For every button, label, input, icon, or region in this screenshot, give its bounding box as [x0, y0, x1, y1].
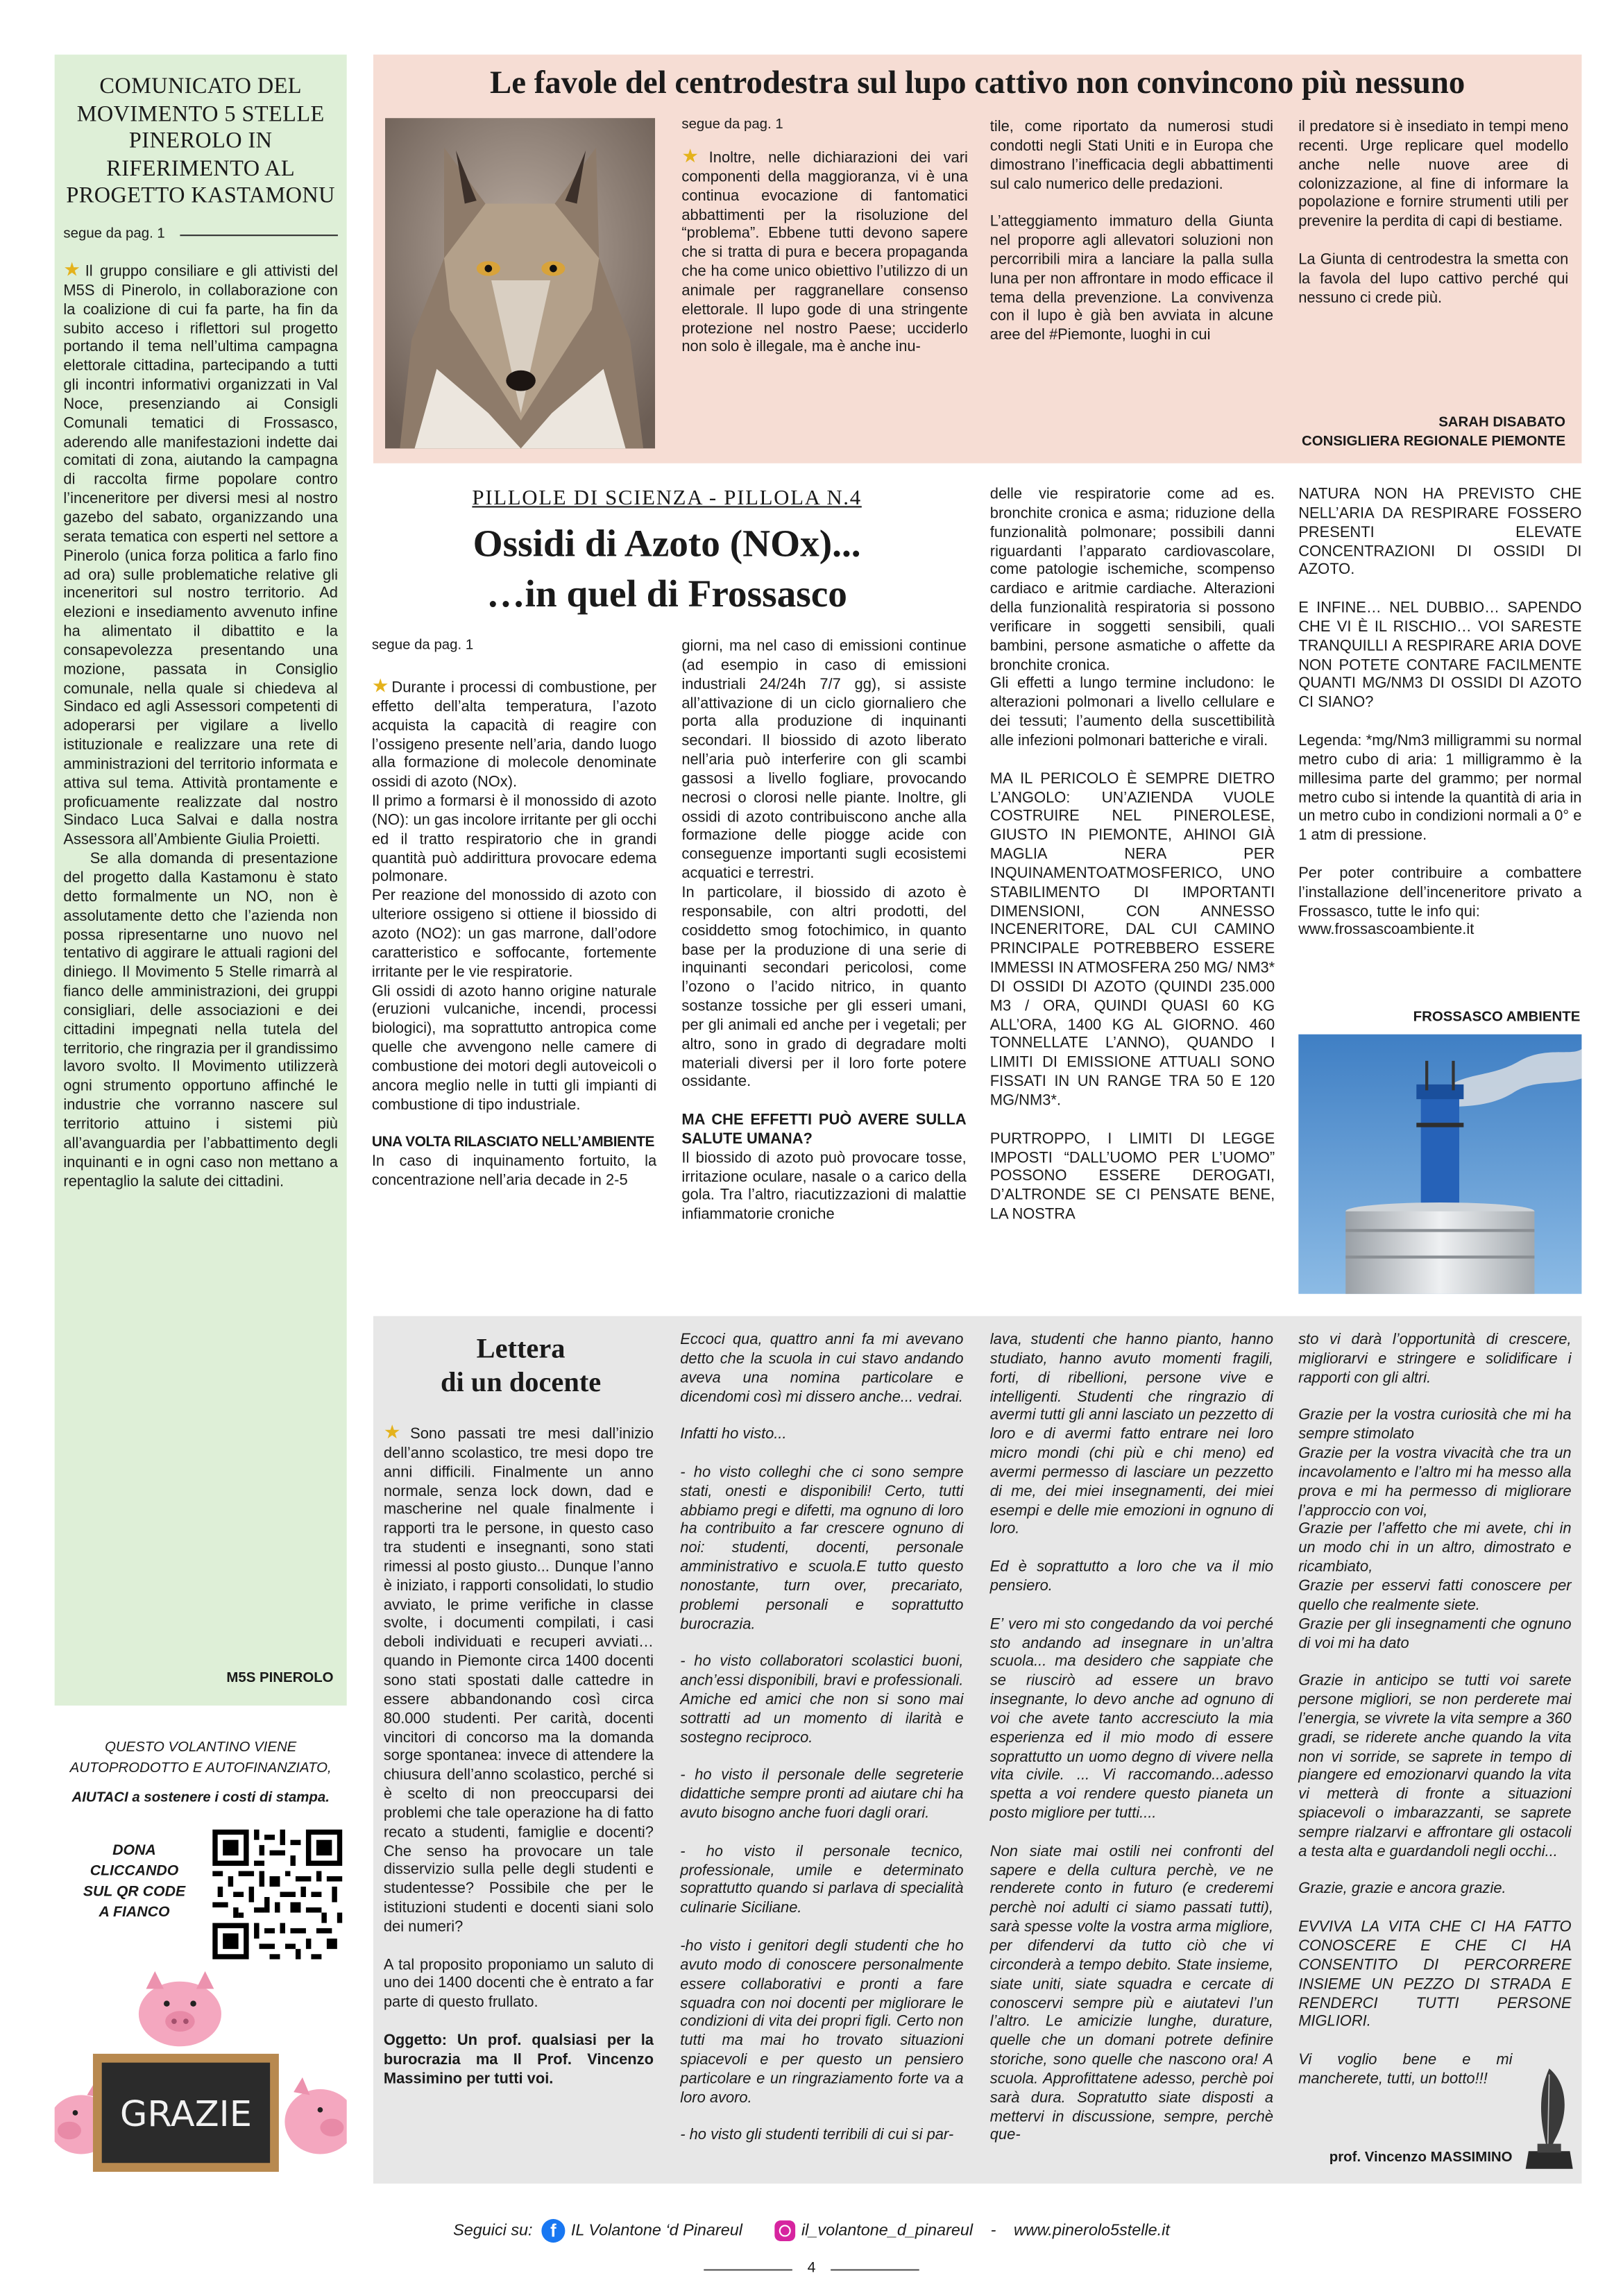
science-paragraph: Gli effetti a lungo termine includono: le alterazioni polmonari a livello cellulare e dei tessuti; l’aumento della suscettibilità alle infezioni polmonari batteriche e virali.	[989, 676, 1275, 750]
wolf-author: SARAH DISABATO	[1438, 414, 1566, 431]
sidebar-title: COMUNICATO DEL MOVIMENTO 5 STELLE PINEROLO IN RIFERIMENTO AL PROGETTO KASTAMONU	[66, 74, 335, 208]
wolf-col-2	[990, 119, 1273, 347]
science-paragraph: Per poter contribuire a combattere l’installazione dell’inceneritore privato a Frossasco, tutte le info qui:	[1298, 865, 1582, 920]
continued-label: segue da pag. 1	[63, 226, 165, 242]
science-col-2	[681, 639, 966, 1227]
wolf-paragraph: La Giunta di centrodestra la smetta con la favola del lupo cattivo perché qui nessuno ci crede più.	[1298, 252, 1569, 307]
letter-paragraph: Grazie, grazie e ancora grazie.	[1298, 1882, 1506, 1898]
chalkboard-text: GRAZIE	[119, 2094, 252, 2136]
piggy-bank-grazie-illustration	[55, 1962, 347, 2176]
promo-line: QUESTO VOLANTINO VIENE AUTOPRODOTTO E AUTOFINANZIATO,	[69, 1739, 332, 1777]
science-paragraph: Per reazione del monossido di azoto con ulteriore ossigeno si ottiene il biossido di azoto (NO2): un gas marrone, dall’odore caratteristico e soffocante, fortemente irritante per le vie respiratorie.	[371, 888, 657, 981]
letter-paragraph: Grazie per la vostra curiosità che mi ha sempre stimolato	[1298, 1408, 1572, 1444]
wolf-paragraph: Inoltre, nelle dichiarazioni dei vari componenti della maggioranza, vi è una continua evocazione di fantomatici abbattimenti per la risoluzione del “problema”. Ebbene tutti devono sapere che si tratta di pura e becera propaganda che ha come unico obiettivo l’utilizzo di un animale per raggranellare consenso elettorale. Il lupo gode di una stringente protezione nel nostro Paese; ucciderlo non solo è illegale, ma è anche inu-	[681, 150, 968, 357]
quill-inkwell-icon	[1517, 2063, 1582, 2175]
sidebar-body	[63, 258, 338, 1192]
science-col-4	[1298, 487, 1581, 942]
wolf-paragraph: tile, come riportato da numerosi studi condotti negli Stati Uniti e in Europa che dimostrano l’inefficacia degli abbattimenti sul calo numerico delle predazioni.	[989, 119, 1274, 193]
letter-paragraph: Sono passati tre mesi dall’inizio dell’anno scolastico, tre mesi dopo tre anni difficili. Finalmente un anno normale, senza lock down, dad e mascherine nel quale finalmente i rapporti tra le persone, in questo caso tra studenti e insegnanti, sono stati rimessi al posto giusto... Dunque l’anno è iniziato, i rapporti consolidati, lo studio avviato, le prime verifiche in classe svolte, i documenti compilati, i casi deboli individuati e recuperi avviati… quando in Piemonte circa 1400 docenti sono stati spostati dalle cattedre in essere abbandonando così circa 80.000 studenti. Per carità, docenti vincitori di concorso ma la domanda sorge spontanea: invece di attendere la chiusura dell’anno scolastico, perché si è scelto di non preoccuparsi dei problemi che tale operazione ha di fatto recato a studenti, famiglie e docenti? Che senso ha provocare un tale disservizio sulla pelle degli studenti e studentesse? Possibile che per le istituzioni studenti e docenti siani solo dei numeri?	[383, 1427, 654, 1936]
instagram-link[interactable]: il_volantone_d_pinareul	[801, 2222, 974, 2240]
science-paragraph: Il biossido di azoto può provocare tosse, irritazione oculare, nasale o a carico della gola. Tra l’altro, riacutizzazioni di malattie infiammatorie croniche	[681, 1150, 967, 1224]
wolf-author-role: CONSIGLIERA REGIONALE PIEMONTE	[1301, 434, 1566, 450]
page-number-row	[0, 2259, 1623, 2279]
letter-paragraph: sto vi darà l’opportunità di crescere, migliorarvi e stringere e solidificare i rapporti con gli altri.	[1298, 1332, 1572, 1387]
wolf-col-1	[681, 144, 968, 359]
wolf-article-title: Le favole del centrodestra sul lupo cattivo non convincono più nessuno	[490, 63, 1465, 101]
page-number: 4	[807, 2260, 816, 2277]
wolf-continued: segue da pag. 1	[681, 116, 783, 133]
science-paragraph: Durante i processi di combustione, per effetto dell’alta temperatura, l’azoto acquista la capacità di reagire con l’ossigeno presente nell’aria, dando luogo alla formazione di molecole denominate ossidi di azoto (NOx).	[371, 680, 657, 792]
letter-signature: prof. Vincenzo MASSIMINO	[1329, 2150, 1513, 2166]
wolf-col-3	[1298, 119, 1568, 309]
instagram-icon[interactable]	[775, 2220, 796, 2241]
letter-paragraph: Vi voglio bene e mi mancherete, tutti, un botto!!!	[1298, 2052, 1513, 2088]
letter-paragraph: Eccoci qua, quattro anni fa mi avevano detto che la scuola in cui stavo andando aveva una nomina particolare e dicendomi così mi dissero anche... vedrai.	[680, 1332, 964, 1406]
science-paragraph: In caso di inquinamento fortuito, la concentrazione nell’aria decade in 2-5	[371, 1154, 657, 1189]
qr-code[interactable]	[212, 1830, 342, 1959]
letter-paragraph: - ho visto collaboratori scolastici buoni, anch’essi disponibili, bravi e professionali. Amiche ed amici che non si sono mai sottratti ad un momento di ilarità e sostegno reciproco.	[680, 1654, 964, 1747]
science-col-1	[371, 674, 657, 1192]
frossasco-link[interactable]: www.frossascoambiente.it	[1298, 922, 1475, 939]
website-link[interactable]: www.pinerolo5stelle.it	[1013, 2222, 1170, 2240]
letter-paragraph: Infatti ho visto...	[680, 1427, 787, 1444]
science-paragraph: Il primo a formarsi è il monossido di azoto (NO): un gas incolore irritante per gli occhi ed il tratto respiratorio che in grandi quantità può addirittura provocare edema polmonare.	[371, 794, 657, 886]
facebook-link[interactable]: IL Volantone ‘d Pinareul	[570, 2222, 742, 2240]
letter-paragraph: Grazie per esservi fatti conoscere per quello che realmente siete.	[1298, 1579, 1572, 1614]
promo-support: AIUTACI a sostenere i costi di stampa.	[71, 1789, 330, 1806]
science-paragraph: giorni, ma nel caso di emissioni continue (ad esempio in caso di emissioni industriali 24/24h 7/7 gg), si assiste all’attivazione di un ciclo giornaliero che porta alla produzione di inquinanti secondari. Il biossido di azoto liberato nell’aria può interferire con gli scambi gassosi a livello fogliare, provocando necrosi o clorosi nelle piante. Inoltre, gli ossidi di azoto contribuiscono anche alla formazione delle piogge acide con conseguenze importanti sugli ecosistemi acquatici e terrestri.	[681, 638, 967, 883]
footer-bar	[0, 2219, 1623, 2243]
sidebar-signature: M5S PINEROLO	[226, 1670, 334, 1687]
divider	[831, 2268, 919, 2270]
letter-paragraph: lava, studenti che hanno pianto, hanno studiato, hanno avuto momenti fragili, forti, di ribellioni, persone vive e intelligenti. Studenti che ringrazio di avermi tutti gli anni lasciato un pezzetto di loro e di avermi fatto entrare nei loro micro mondi (chi più e chi meno) ed avermi permesso di lasciare un pezzetto di me, dei miei insegnamenti, dei miei esempi e delle mie emozioni in ognuno di loro.	[989, 1332, 1274, 1538]
science-paragraph: Legenda: *mg/Nm3 milligrammi su normal metro cubo di aria: 1 milligrammo è la millesima parte del grammo; per normal metro cubo si intende la quantità di aria in un metro cubo in condizioni normali a 0° e 1 atm di pressione.	[1298, 733, 1582, 844]
follow-label: Seguici su:	[453, 2222, 533, 2240]
letter-paragraph: Non siate mai ostili nei confronti del sapere e della cultura perchè, ve ne renderete conto in futuro (e crederemi perchè noi adulti ci siamo passati tutti), sarà spesse volte la vostra arma migliore, per difendervi da tutto ciò che vi circonderà a tempo debito. State insieme, siate uniti, siate squadra e cercate di conoscervi sempre più e aiutatevi l’un l’altro. Le amicizie lunghe, durature, quelle che un domani potrete definire storiche, sono quelle che nascono ora! A scuola. Approfittatene adesso, perchè poi sarà dura. Sopratutto siate disposti a mettervi in discussione, sempre, perchè que-	[989, 1844, 1274, 2145]
chimney-photo	[1298, 1035, 1581, 1294]
letter-col-3	[990, 1332, 1273, 2147]
letter-paragraph: Grazie per gli insegnamenti che ognuno di voi mi ha dato	[1298, 1616, 1572, 1652]
instagram-lens	[779, 2225, 791, 2237]
facebook-icon[interactable]: f	[541, 2219, 565, 2243]
letter-paragraph: E’ vero mi sto congedando da voi perché sto andando ad insegnare in un’altra scuola... ma desidero che sappiate che se riuscirò ad essere un bravo insegnante, lo devo anche ad ognuno di voi che avete tanto accresciuto la mia esperienza ed il mio modo di essere soprattutto un uomo degno di vivere nella vita civile. ... Vi raccomando...adesso spetta a voi rendere questo pianeta un posto migliore per tutti....	[989, 1616, 1274, 1823]
star-icon: ★	[681, 144, 708, 167]
letter-col-1	[383, 1420, 654, 2090]
star-icon: ★	[383, 1420, 409, 1443]
letter-paragraph: - ho visto gli studenti terribili di cui si par-	[680, 2128, 954, 2145]
letter-col-4	[1298, 1332, 1571, 2090]
science-signature: FROSSASCO AMBIENTE	[1413, 1009, 1581, 1026]
science-paragraph: PURTROPPO, I LIMITI DI LEGGE IMPOSTI “DALL’UOMO PER L’UOMO” POSSONO ESSERE DEROGATI, D’ALTRONDE SE CI PENSATE BENE, LA NOSTRA	[989, 1131, 1275, 1223]
science-paragraph: In particolare, il biossido di azoto è responsabile, con altri prodotti, del cosiddetto smog fotochimico, in quanto base per la produzione di una serie di inquinanti secondari pericolosi, come l’ozono o l’acido nitrico, in quanto sostanze tossiche per gli esseri umani, per gli animali ed anche per i vegetali; per altro, sono in grado di degradare molti materiali diversi per il loro forte potere ossidante.	[681, 885, 967, 1091]
science-paragraph: NATURA NON HA PREVISTO CHE NELL’ARIA DA RESPIRARE FOSSERO PRESENTI ELEVATE CONCENTRAZIONI DI OSSIDI DI AZOTO.	[1298, 486, 1582, 579]
letter-paragraph: Grazie per l’affetto che mi avete, chi in un modo chi in un altro, dimostrato e ricambiato,	[1298, 1522, 1572, 1576]
letter-paragraph: EVVIVA LA VITA CHE CI HA FATTO CONOSCERE E CHE CI HA CONSENTITO DI PERCORRERE INSIEME UN PEZZO DI STRADA E RENDERCI TUTTI PERSONE MIGLIORI.	[1298, 1919, 1572, 2031]
science-title-2: …in quel di Frossasco	[486, 572, 847, 615]
science-col-3	[990, 487, 1275, 1226]
letter-paragraph: Grazie in anticipo se tutti voi sarete persone migliori, se non perderete mai l’energia, se vivrete la vita sempre a 360 gradi, se riderete anche quando la vita non vi sorride, se saprete in tempo di piangere ed emozionarvi quando la vita vi metterà di fronte a situazioni spiacevoli o imbarazzanti, se saprete sempre rialzarvi e affrontare gli ostacoli a testa alta e guardandoli negli occhi...	[1298, 1673, 1572, 1860]
letter-paragraph: -ho visto i genitori degli studenti che ho avuto modo di conoscere personalmente essere collaborativi e pronti a fare squadra con noi docenti per migliorare le condizioni di vita dei propri figli. Certo non tutti ma mai ho trovato situazioni spiacevoli e per questo un pensiero particolare e un ringraziamento forte va a loro avoro.	[680, 1939, 964, 2107]
star-icon: ★	[63, 258, 84, 281]
divider	[180, 234, 338, 235]
letter-paragraph: Ed è soprattutto a loro che va il mio pensiero.	[989, 1559, 1274, 1595]
science-title-1: Ossidi di Azoto (NOx)...	[473, 522, 861, 566]
science-subheading: MA CHE EFFETTI PUÒ AVERE SULLA SALUTE UMANA?	[681, 1112, 967, 1148]
letter-paragraph: A tal proposito proponiamo un saluto di uno dei 1400 docenti che è entrato a far parte di questo frullato.	[383, 1957, 654, 2012]
divider	[704, 2268, 793, 2270]
letter-paragraph: - ho visto colleghi che ci sono sempre stati, onesti e disponibili! Certo, tutti abbiamo pregi e difetti, ma ognuno di loro ha contribuito a far crescere ognuno di noi: studenti, docenti, personale amministrativo e scuola.E tutto questo nonostante, turn over, precariato, problemi personali e soprattutto burocrazia.	[680, 1465, 964, 1633]
footer-separator: -	[990, 2222, 996, 2240]
star-icon: ★	[371, 674, 391, 697]
science-paragraph: MA IL PERICOLO È SEMPRE DIETRO L’ANGOLO: UN’AZIENDA VUOLE COSTRUIRE NEL PINEROLESE, GIUSTO IN PIEMONTE, AHINOI GIÀ MAGLIA NERA PER INQUINAMENTOATMOSFERICO, UNO STABILIMENTO DI IMPORTANTI DIMENSIONI, CON ANNESSO INCENERITORE, DAL CUI CAMINO PRINCIPALE POTREBBERO ESSERE IMMESSI IN ATMOSFERA 250 MG/ NM3* DI OSSIDI DI AZOTO (QUINDI 235.000 M3 / ORA, QUINDI QUASI 60 KG ALL’ORA, 1400 KG AL GIORNO. 460 TONNELLATE L’ANNO), QUANDO I LIMITI DI EMISSIONE ATTUALI SONO FISSATI IN UN RANGE TRA 50 E 120 MG/NM3*.	[989, 771, 1275, 1110]
science-paragraph: E INFINE… NEL DUBBIO… SAPENDO CHE VI È IL RISCHIO… VOI SARESTE TRANQUILLI A RESPIRARE ARIA DOVE NON POTETE CONTARE FACILMENTE QUANTI MG/NM3 DI OSSIDI DI AZOTO CI SIANO?	[1298, 600, 1582, 712]
piggy-bank-icon	[139, 1971, 221, 2046]
science-paragraph: delle vie respiratorie come ad es. bronchite cronica e asma; riduzione della funzionalità polmonare; possibili danni riguardanti l’apparato cardiovascolare, come patologie ischemiche, scompenso cardiaco e aritmie cardiache. Alterazioni della funzionalità respiratoria si possono verificare in soggetti sensibili, quali bambini, persone asmatiche o affette da bronchite cronica.	[989, 486, 1275, 674]
sidebar-paragraph: Il gruppo consiliare e gli attivisti del M5S di Pinerolo, in collaborazione con la coalizione di cui fa parte, ha fin da subito acceso i riflettori sul progetto portando il tema nell’ultima campagna elettorale cittadina, partecipando a tutti gli incontri informativi organizzati in Val Noce, presenziando ai Consigli Comunali tematici di Frossasco, aderendo alle manifestazioni indette dai comitati di zona, aiutando la campagna di raccolta firme popolare contro l’inceneritore per diversi mesi al nostro gazebo del sabato, organizzando una serata tematica con esperti nel settore a Pinerolo (unica forza politica a farlo fino ad ora) sulle problematiche relative gli inceneritori sul nostro territorio. Ad elezioni e insediamento avvenuto infine ha alimentato il dibattito e la consapevolezza presentando una mozione, passata in Consiglio comunale, nella quale si chiedeva al Sindaco ed agli Assessori competenti di adoperarsi per vigilare a livello istituzionale e realizzare una rete di amministrazioni del territorio informata e attiva sul tema. Attività prontamente e proficuamente realizzate dal nostro Sindaco Luca Salvai e dalla nostra Assessora all’Ambiente Giulia Proietti.	[63, 264, 338, 849]
letter-subject: Oggetto: Un prof. qualsiasi per la burocrazia ma Il Prof. Vincenzo Massimino per tutti voi.	[383, 2033, 654, 2088]
letter-paragraph: Grazie per la vostra vivacità che tra un incavolamento e l’altro mi ha messo alla prova e mi ha permesso di migliorare l’approccio con voi,	[1298, 1445, 1572, 1520]
science-kicker: PILLOLE DI SCIENZA - PILLOLA N.4	[472, 486, 862, 511]
wolf-photo	[385, 118, 655, 448]
piggy-bank-icon	[284, 2077, 346, 2154]
donate-label: DONA CLICCANDO SUL QR CODE A FIANCO	[83, 1842, 186, 1921]
sidebar-continued	[63, 226, 338, 244]
sidebar-paragraph: Se alla domanda di presentazione del progetto dalla Kastamonu è stato detto formalmente un NO, non è assolutamente detto che l’azienda non possa ripresentarne uno nuovo nel tentativo di aggirare le attuali ragioni del diniego. Il Movimento 5 Stelle rimarrà al fianco delle amministrazioni, dei gruppi consigliari, delle associazioni e dei cittadini impegnati nella tutela del territorio, che ringrazia per il grandissimo lavoro svolto. Il Movimento utilizzerà ogni strumento opportuno affinché le industrie che vorranno nascere sul territorio attuino i sistemi più all’avanguardia per l’abbattimento degli inquinanti e in ogni caso non mettano a repentaglio la salute dei cittadini.	[63, 851, 338, 1190]
letter-paragraph: - ho visto il personale delle segreterie didattiche sempre pronti ad aiutare chi ha avuto bisogno anche fuori dagli orari.	[680, 1768, 964, 1823]
letter-paragraph: - ho visto il personale tecnico, professionale, umile e determinato soprattutto quando si parlava di specialità culinarie Siciliane.	[680, 1844, 964, 1917]
science-continued: segue da pag. 1	[371, 637, 474, 654]
wolf-paragraph: il predatore si è insediato in tempi meno recenti. Urge replicare quel modello anche nelle nuove aree di colonizzazione, al fine di informare la popolazione e fornire strumenti utili per prevenire la perdita di capi di bestiame.	[1298, 119, 1569, 231]
letter-title-2: di un docente	[440, 1368, 602, 1399]
letter-title-1: Lettera	[476, 1334, 566, 1365]
science-subheading: UNA VOLTA RILASCIATO NELL’AMBIENTE	[371, 1134, 655, 1152]
science-paragraph: Gli ossidi di azoto hanno origine naturale (eruzioni vulcaniche, incendi, processi biologici), ma soprattutto antropica come quelle che avvengono nelle camere di combustione dei motori degli autoveicoli o ancora meglio nelle in tutti gli impianti di combustione di tipo industriale.	[371, 983, 657, 1114]
wolf-paragraph: L’atteggiamento immaturo della Giunta nel proporre agli allevatori soluzioni non percorribili mira a lanciare la palla sulla luna per non affrontare in modo efficace il tema della prevenzione. La convivenza con il lupo è già ben avviata in alcune aree del #Piemonte, luoghi in cui	[989, 214, 1274, 345]
letter-col-2	[680, 1332, 963, 2147]
